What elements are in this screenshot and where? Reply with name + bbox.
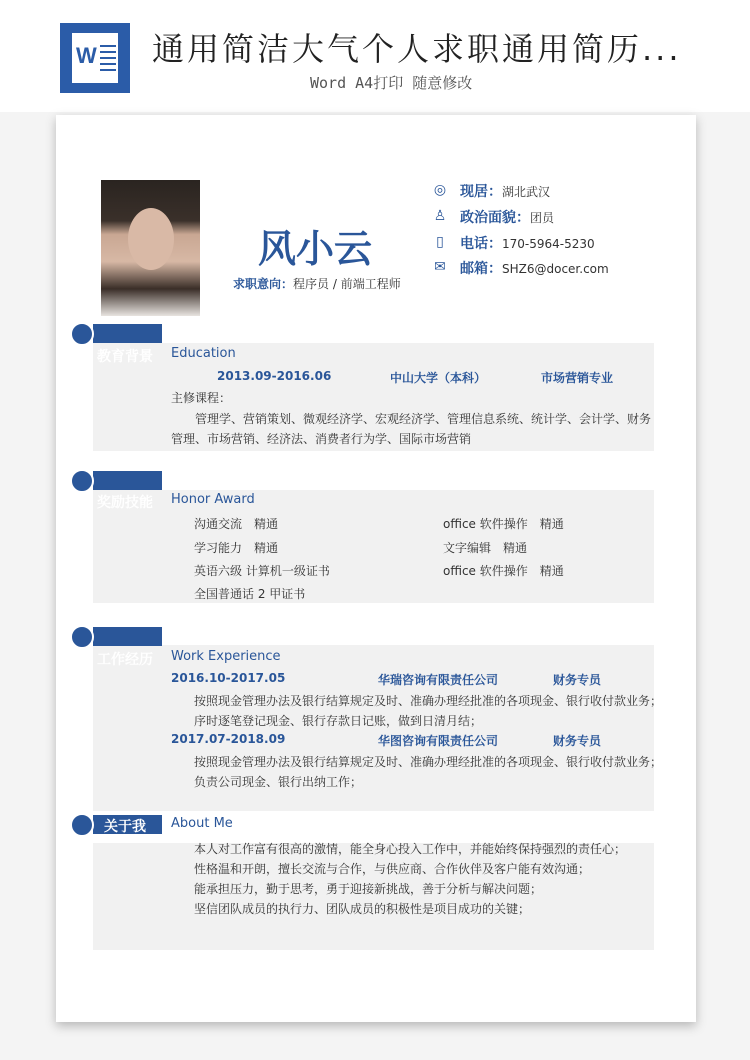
skill-item: 沟通交流 精通 bbox=[194, 517, 279, 531]
edu-major: 市场营销专业 bbox=[541, 371, 614, 385]
person-icon: ♙ bbox=[433, 208, 447, 224]
job-company: 华图咨询有限责任公司 bbox=[378, 734, 499, 748]
phone-value: 170-5964-5230 bbox=[502, 237, 595, 251]
skill-item: office 软件操作 精通 bbox=[443, 564, 564, 578]
skill-item: 全国普通话 2 甲证书 bbox=[194, 587, 306, 601]
section-title: 关于我 bbox=[104, 819, 146, 835]
candidate-name: 风小云 bbox=[258, 227, 373, 271]
section-bar bbox=[93, 627, 162, 646]
skill-item: 学习能力 精通 bbox=[194, 541, 279, 555]
about-line: 性格温和开朗，擅长交流与合作，与供应商、合作伙伴及客户能有效沟通； bbox=[194, 862, 591, 876]
courses-label: 主修课程： bbox=[171, 391, 232, 405]
email-value: SHZ6@docer.com bbox=[502, 262, 609, 276]
location-icon: ◎ bbox=[433, 182, 447, 198]
job-date: 2017.07-2018.09 bbox=[171, 732, 286, 746]
document-title: 通用简洁大气个人求职通用简历... bbox=[152, 30, 682, 68]
section-bar bbox=[93, 324, 162, 343]
mail-icon: ✉ bbox=[434, 259, 446, 275]
intent-label: 求职意向： bbox=[233, 277, 294, 291]
job-desc: 按照现金管理办法及银行结算规定及时、准确办理经批准的各项现金、银行收付款业务； bbox=[194, 755, 663, 769]
job-desc: 序时逐笔登记现金、银行存款日记账，做到日清月结； bbox=[194, 714, 483, 728]
courses-text: 管理、市场营销、经济法、消费者行为学、国际市场营销 bbox=[171, 432, 472, 446]
section-circle bbox=[70, 813, 94, 837]
about-line: 坚信团队成员的执行力、团队成员的积极性是项目成功的关键； bbox=[194, 902, 531, 916]
political-value: 团员 bbox=[530, 211, 555, 225]
edu-school: 中山大学（本科） bbox=[390, 371, 487, 385]
skill-item: office 软件操作 精通 bbox=[443, 517, 564, 531]
job-desc: 按照现金管理办法及银行结算规定及时、准确办理经批准的各项现金、银行收付款业务； bbox=[194, 694, 663, 708]
section-bar bbox=[93, 471, 162, 490]
job-position: 财务专员 bbox=[553, 673, 602, 687]
profile-photo bbox=[101, 180, 200, 316]
about-line: 本人对工作富有很高的激情，能全身心投入工作中，并能始终保持强烈的责任心； bbox=[194, 842, 627, 856]
section-title: 工作经历 bbox=[97, 652, 153, 668]
section-title-en: Honor Award bbox=[171, 492, 255, 507]
section-circle bbox=[70, 322, 94, 346]
phone-icon: ▯ bbox=[436, 234, 444, 250]
document-subtitle: Word A4打印 随意修改 bbox=[310, 74, 473, 92]
job-date: 2016.10-2017.05 bbox=[171, 671, 286, 685]
skill-item: 文字编辑 精通 bbox=[443, 541, 528, 555]
location-value: 湖北武汉 bbox=[502, 185, 551, 199]
section-title-en: Work Experience bbox=[171, 649, 281, 664]
section-circle bbox=[70, 469, 94, 493]
job-desc: 负责公司现金、银行出纳工作； bbox=[194, 775, 363, 789]
edu-date: 2013.09-2016.06 bbox=[217, 369, 332, 383]
courses-text: 管理学、营销策划、微观经济学、宏观经济学、管理信息系统、统计学、会计学、财务 bbox=[195, 412, 652, 426]
intent-value: 程序员 / 前端工程师 bbox=[293, 277, 401, 291]
section-title: 教育背景 bbox=[97, 349, 153, 365]
job-company: 华瑞咨询有限责任公司 bbox=[378, 673, 499, 687]
about-line: 能承担压力，勤于思考，勇于迎接新挑战，善于分析与解决问题； bbox=[194, 882, 543, 896]
section-title-en: About Me bbox=[171, 816, 233, 831]
job-position: 财务专员 bbox=[553, 734, 602, 748]
section-circle bbox=[70, 625, 94, 649]
section-title: 奖励技能 bbox=[97, 495, 153, 511]
section-title-en: Education bbox=[171, 346, 236, 361]
skill-item: 英语六级 计算机一级证书 bbox=[194, 564, 330, 578]
word-icon: W bbox=[60, 23, 130, 93]
